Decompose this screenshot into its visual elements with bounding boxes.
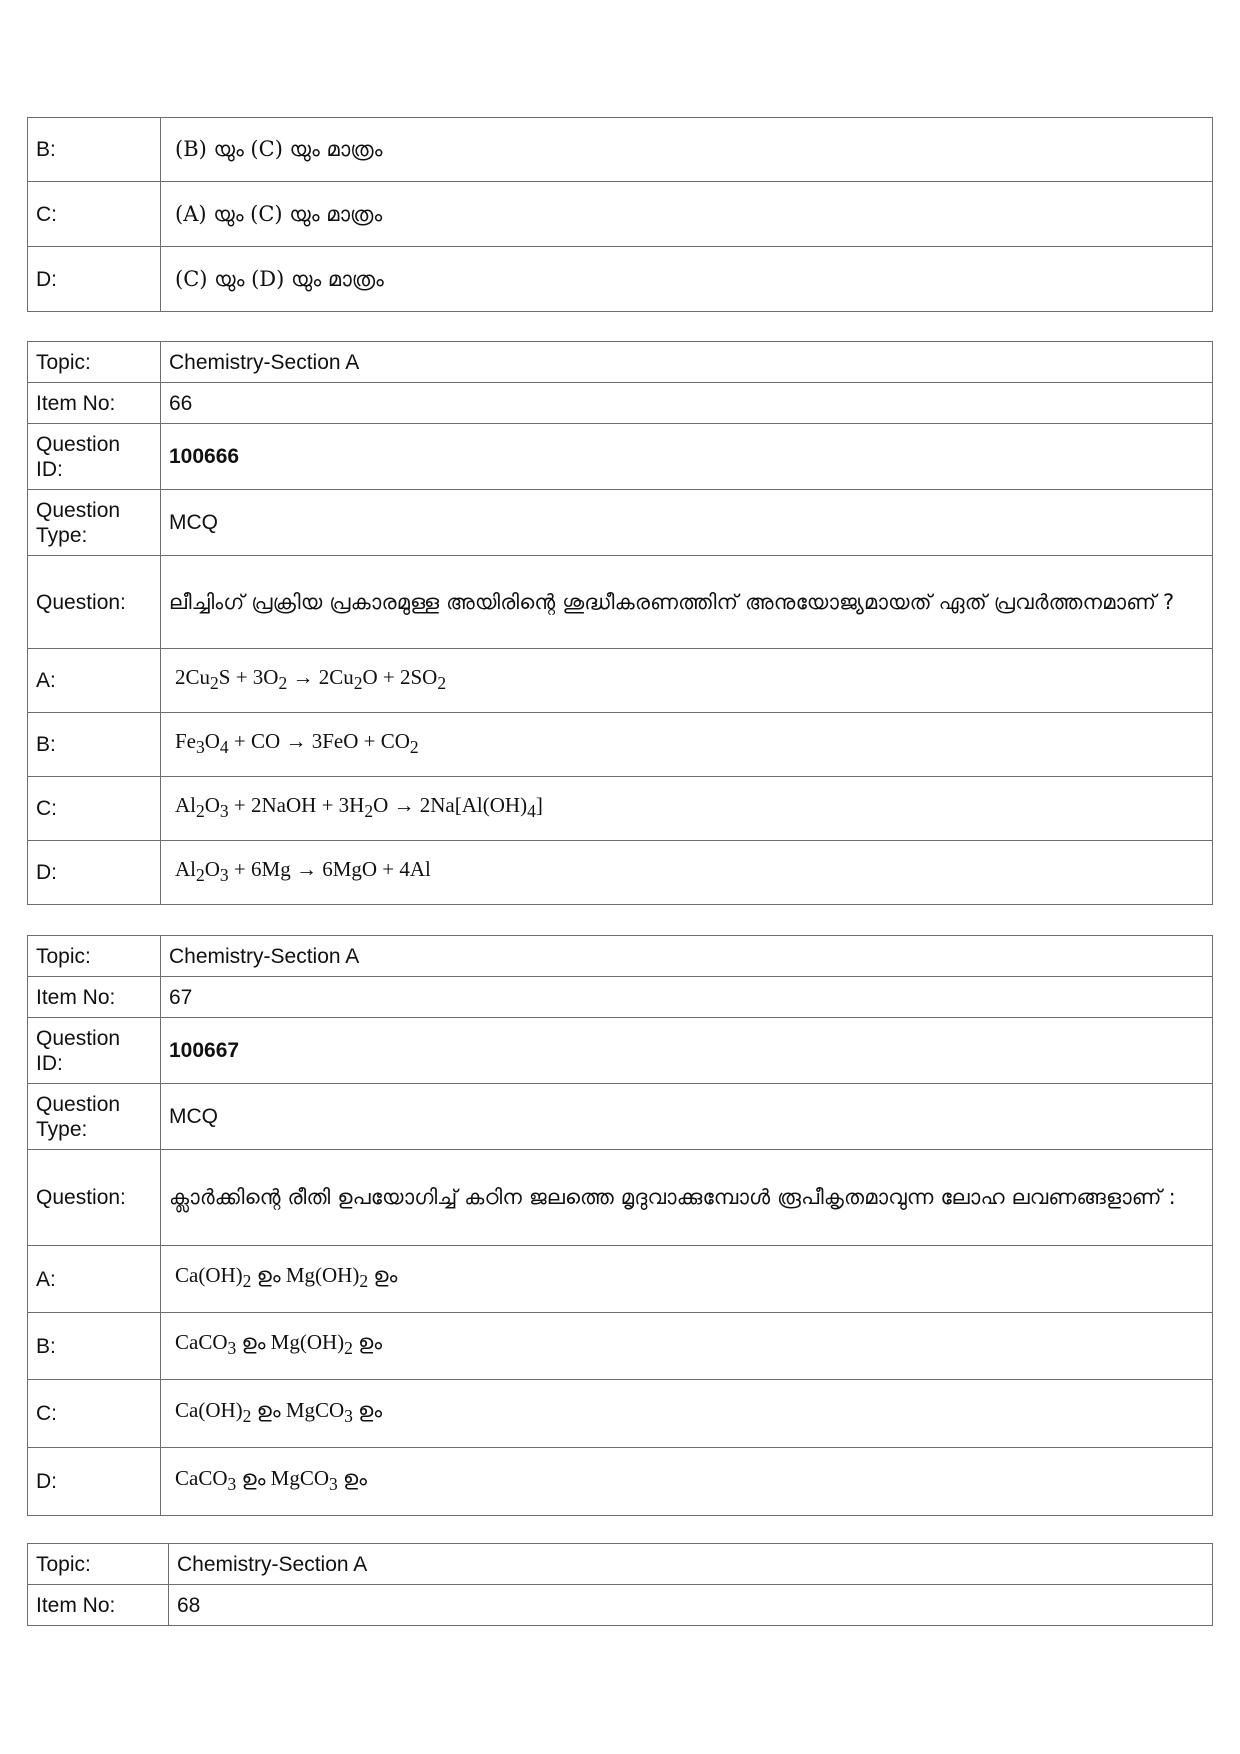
question-type-row xyxy=(28,1084,1213,1150)
option-row-a xyxy=(28,649,1213,713)
topic-label: Topic: xyxy=(28,1544,169,1585)
topic-value: Chemistry-Section A xyxy=(169,1544,1213,1585)
topic-row xyxy=(28,342,1213,383)
question-id-value: 100666 xyxy=(161,424,1213,490)
option-row-a xyxy=(28,1246,1213,1313)
topic-row xyxy=(28,936,1213,977)
question-table-66 xyxy=(27,341,1213,905)
topic-value: Chemistry-Section A xyxy=(161,936,1213,977)
option-formula: $Al_2O_3 + 6Mg \to 6MgO + 4Al$ xyxy=(161,841,1213,905)
option-formula: CaCO$_3$ ഉം MgCO$_3$ ഉം xyxy=(161,1448,1213,1516)
question-type-value: MCQ xyxy=(161,490,1213,556)
question-type-row xyxy=(28,490,1213,556)
option-label: B: xyxy=(28,1313,161,1380)
option-formula: $Ca(OH)_2$ ഉം MgCO$_3$ ഉം xyxy=(161,1380,1213,1448)
question-type-value: MCQ xyxy=(161,1084,1213,1150)
item-no-row xyxy=(28,383,1213,424)
question-id-row xyxy=(28,424,1213,490)
item-no-value: 66 xyxy=(161,383,1213,424)
question-row xyxy=(28,556,1213,649)
option-row-d xyxy=(28,841,1213,905)
option-label: C: xyxy=(28,777,161,841)
option-label: B: xyxy=(28,713,161,777)
option-label: D: xyxy=(28,247,161,312)
prev-question-options-table xyxy=(27,117,1213,312)
option-text: (A) യും (C) യും മാത്രം xyxy=(161,182,1213,247)
topic-row xyxy=(28,1544,1213,1585)
question-table-68 xyxy=(27,1543,1213,1626)
option-text: (C) യും (D) യും മാത്രം xyxy=(161,247,1213,312)
option-row-c xyxy=(28,777,1213,841)
topic-label: Topic: xyxy=(28,936,161,977)
option-row-c xyxy=(28,1380,1213,1448)
option-row-c xyxy=(28,182,1213,247)
option-label: D: xyxy=(28,1448,161,1516)
topic-value: Chemistry-Section A xyxy=(161,342,1213,383)
item-no-row xyxy=(28,977,1213,1018)
option-text: (B) യും (C) യും മാത്രം xyxy=(161,118,1213,182)
option-label: A: xyxy=(28,1246,161,1313)
option-formula: CaCO$_3$ ഉം $Mg(OH)_2$ ഉം xyxy=(161,1313,1213,1380)
question-type-label: Question Type: xyxy=(28,490,161,556)
option-formula: $2Cu_2S + 3O_2 \to 2Cu_2O + 2SO_2$ xyxy=(161,649,1213,713)
option-label: A: xyxy=(28,649,161,713)
option-label: D: xyxy=(28,841,161,905)
option-formula: $Al_2O_3$ + 2NaOH + $3H_2O \to 2Na[Al(OH)_4]$ xyxy=(161,777,1213,841)
question-id-label: Question ID: xyxy=(28,424,161,490)
item-no-row xyxy=(28,1585,1213,1626)
option-label: C: xyxy=(28,182,161,247)
option-row-b xyxy=(28,713,1213,777)
option-row-b xyxy=(28,118,1213,182)
option-label: C: xyxy=(28,1380,161,1448)
question-label: Question: xyxy=(28,1150,161,1246)
option-row-d xyxy=(28,1448,1213,1516)
item-no-label: Item No: xyxy=(28,1585,169,1626)
item-no-label: Item No: xyxy=(28,977,161,1018)
item-no-value: 68 xyxy=(169,1585,1213,1626)
option-row-d xyxy=(28,247,1213,312)
item-no-label: Item No: xyxy=(28,383,161,424)
question-id-label: Question ID: xyxy=(28,1018,161,1084)
option-formula: $Ca(OH)_2$ ഉം $Mg(OH)_2$ ഉം xyxy=(161,1246,1213,1313)
question-row xyxy=(28,1150,1213,1246)
option-label: B: xyxy=(28,118,161,182)
item-no-value: 67 xyxy=(161,977,1213,1018)
option-row-b xyxy=(28,1313,1213,1380)
question-text: ക്ലാർക്കിന്റെ രീതി ഉപയോഗിച്ച് കഠിന ജലത്തെ മൃദുവാക്കുമ്പോൾ രൂപീകൃതമാവുന്ന ലോഹ ലവണങ്ങളാണ് : xyxy=(161,1150,1213,1246)
question-label: Question: xyxy=(28,556,161,649)
question-id-value: 100667 xyxy=(161,1018,1213,1084)
option-formula: $Fe_3O_4$ + CO → $3FeO + CO_2$ xyxy=(161,713,1213,777)
question-table-67 xyxy=(27,935,1213,1516)
question-text: ലീച്ചിംഗ് പ്രക്രിയ പ്രകാരമുള്ള അയിരിന്റെ ശുദ്ധീകരണത്തിന് അനുയോജ്യമായത് ഏത് പ്രവർത്തനമാണ് ? xyxy=(161,556,1213,649)
question-type-label: Question Type: xyxy=(28,1084,161,1150)
topic-label: Topic: xyxy=(28,342,161,383)
question-id-row xyxy=(28,1018,1213,1084)
